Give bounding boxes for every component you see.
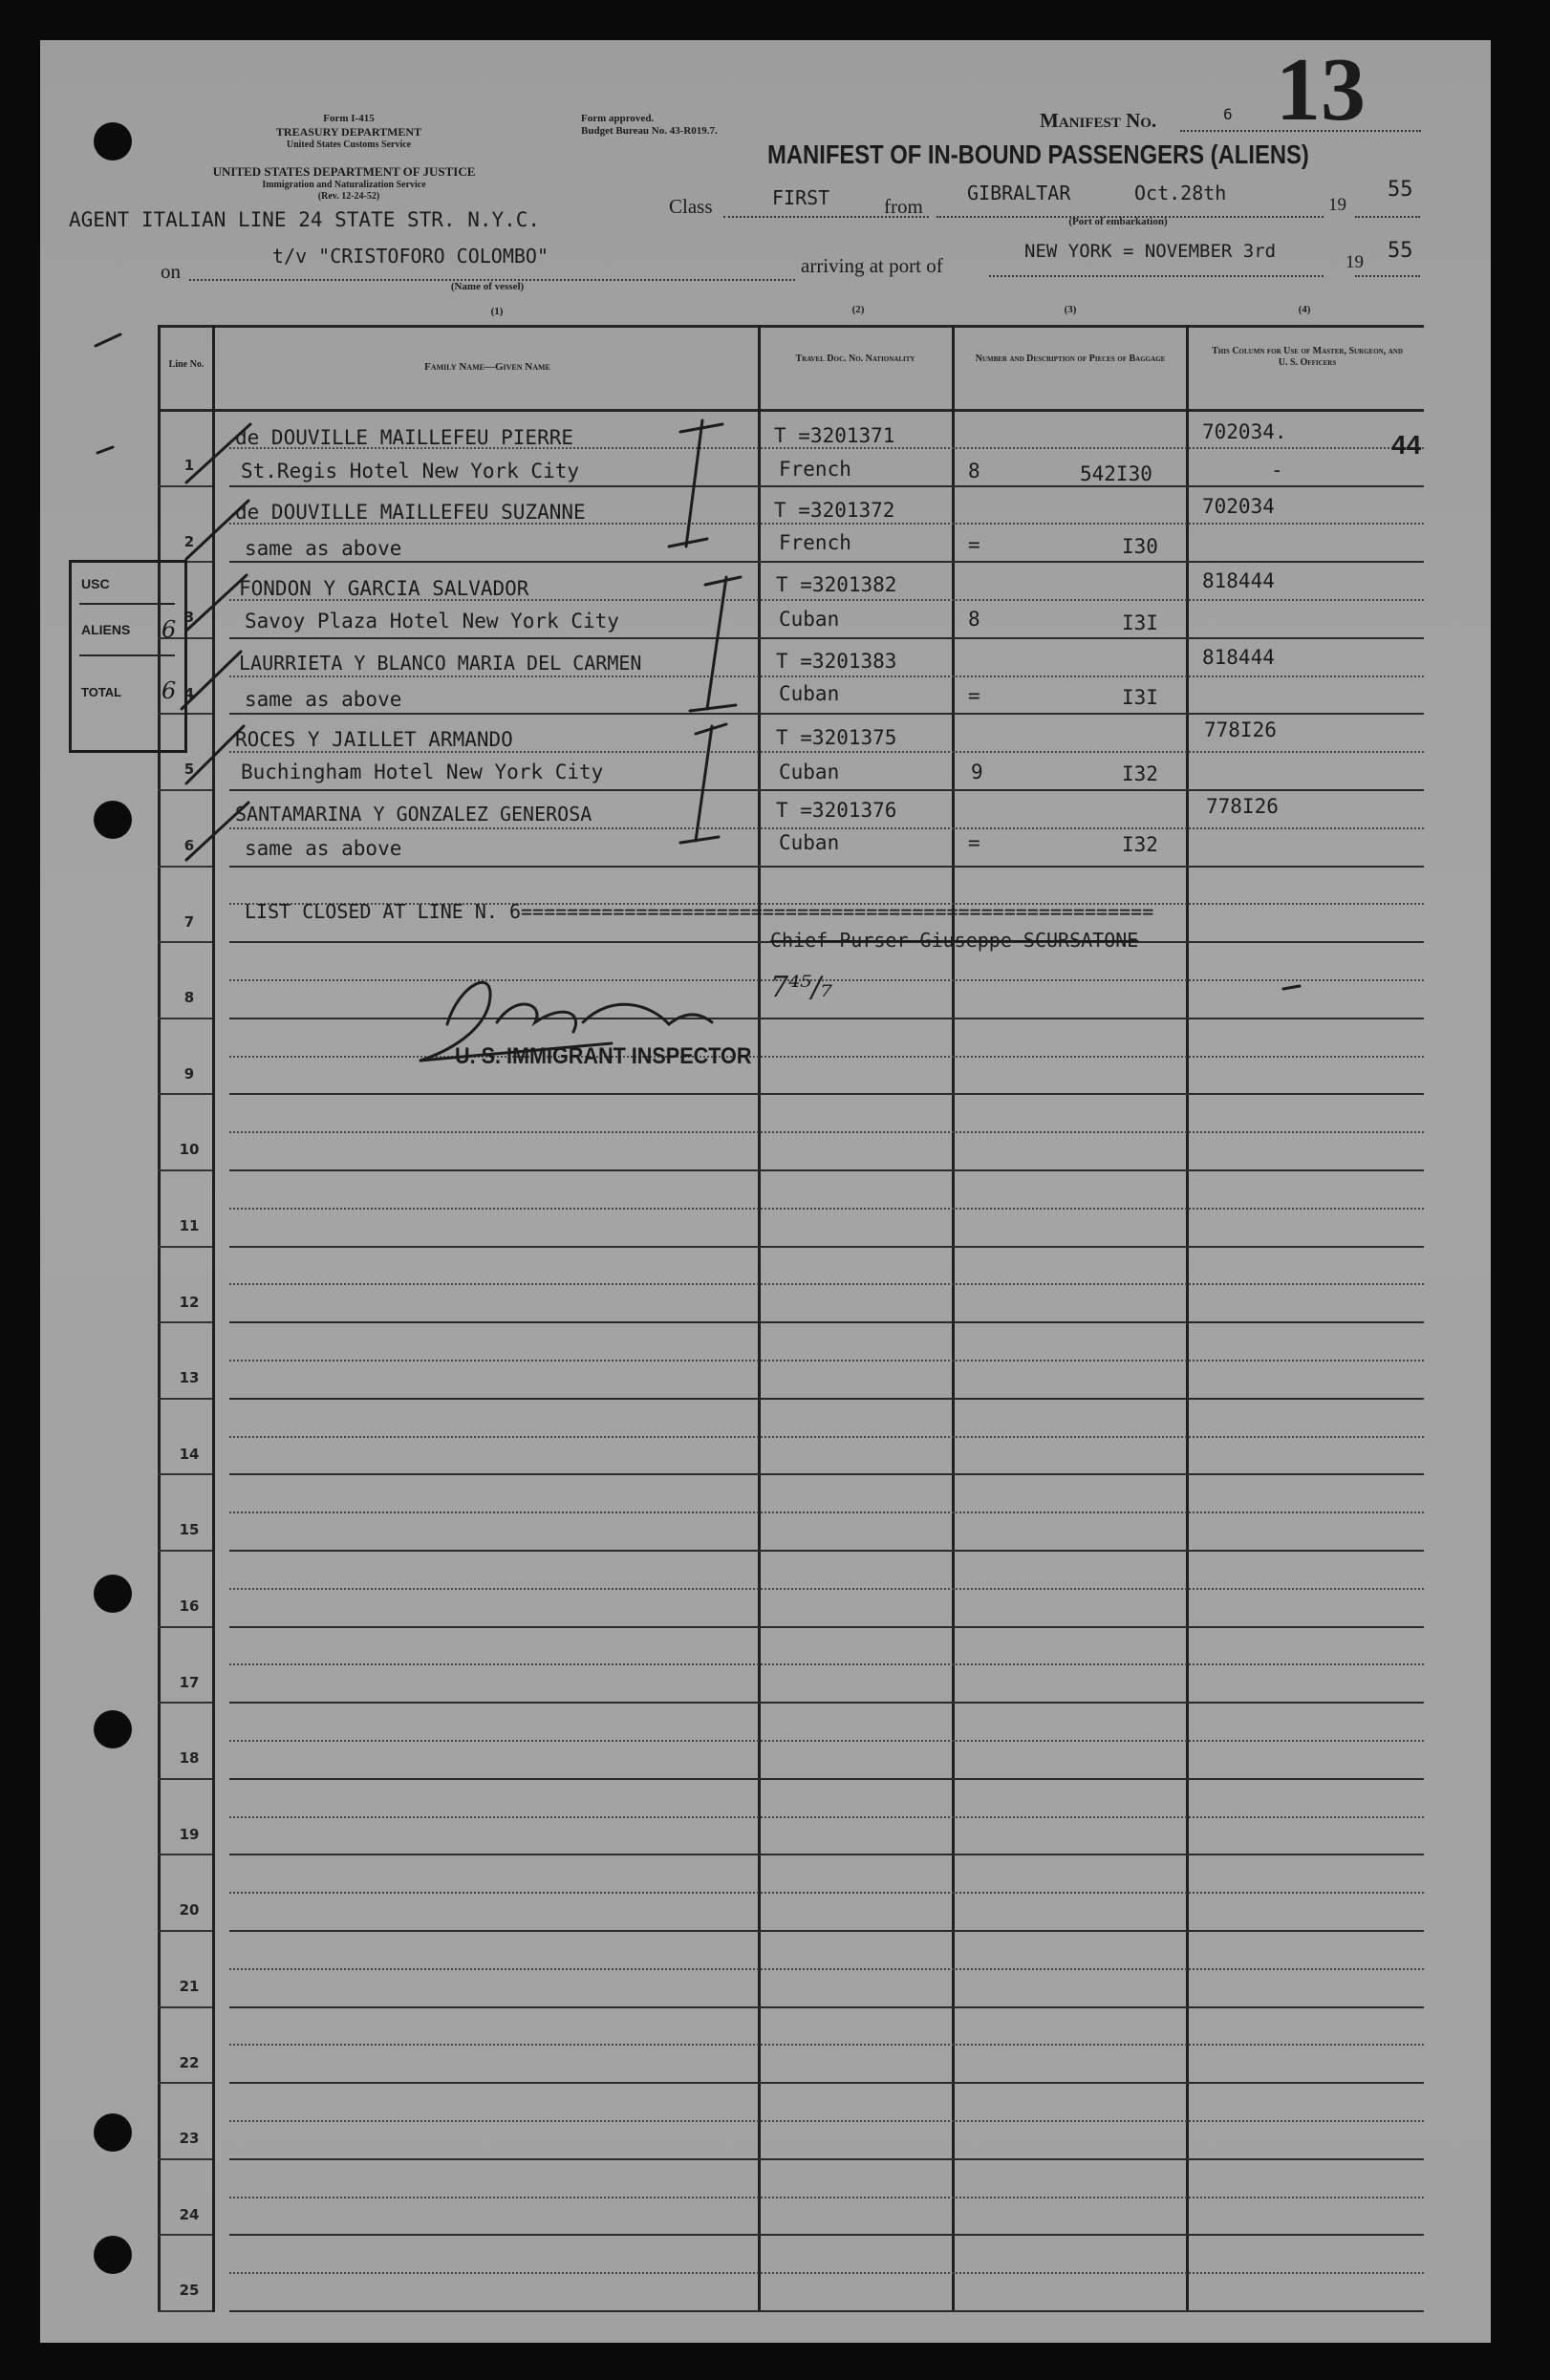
nationality: Cuban <box>779 831 840 854</box>
inspector-note: 7⁴⁵/₇ <box>770 971 833 1004</box>
baggage-description: I30 <box>1122 535 1158 558</box>
line-number: 22 <box>179 2054 200 2071</box>
year-value: 55 <box>1388 178 1413 202</box>
travel-doc: T =3201375 <box>776 726 897 749</box>
usc-label: USC <box>81 576 110 591</box>
port-of-embarkation-caption: (Port of embarkation) <box>1068 216 1168 227</box>
passenger-name: de DOUVILLE MAILLEFEU SUZANNE <box>235 501 586 524</box>
baggage-pieces: 9 <box>971 761 983 783</box>
nationality: French <box>779 458 851 481</box>
total-value: 6 <box>161 677 177 704</box>
arriving-label: arriving at port of <box>801 254 943 277</box>
arriving-value: NEW YORK = NOVEMBER 3rd <box>1024 241 1277 262</box>
list-closed-line: LIST CLOSED AT LINE N. 6======================================================= <box>245 900 1154 923</box>
line-number: 23 <box>179 2130 200 2147</box>
nationality: Cuban <box>779 761 840 783</box>
aliens-divider <box>79 654 175 656</box>
col-num-4: (4) <box>1298 304 1311 315</box>
col-num-1: (1) <box>490 306 504 317</box>
year-prefix-2: 19 <box>1345 252 1364 272</box>
travel-doc: T =3201376 <box>776 799 897 822</box>
officer-entry: 702034. <box>1202 420 1287 443</box>
vessel-name: t/v "CRISTOFORO COLOMBO" <box>272 245 549 268</box>
manifest-number: 13 <box>1276 40 1366 139</box>
line-number: 16 <box>179 1597 200 1615</box>
line-number: 12 <box>179 1294 200 1311</box>
budget-bureau: Budget Bureau No. 43-R019.7. <box>581 125 718 137</box>
from-label: from <box>884 195 923 218</box>
officer-entry: 778I26 <box>1204 718 1277 741</box>
baggage-description: I32 <box>1122 762 1158 785</box>
passenger-address: Buchingham Hotel New York City <box>241 761 604 783</box>
baggage-pieces: = <box>968 831 980 854</box>
line-number: 9 <box>183 1065 195 1083</box>
justice-department: UNITED STATES DEPARTMENT OF JUSTICE <box>212 164 476 179</box>
line-number: 14 <box>179 1446 200 1463</box>
customs-service: United States Customs Service <box>286 139 412 150</box>
passenger-name: LAURRIETA Y BLANCO MARIA DEL CARMEN <box>239 652 642 675</box>
travel-doc: T =3201372 <box>774 499 895 522</box>
revision: (Rev. 12-24-52) <box>317 191 380 202</box>
total-label: TOTAL <box>81 685 122 699</box>
col-header-baggage: Number and Description of Pieces of Baggage <box>975 354 1166 364</box>
officer-entry-2: - <box>1271 459 1283 482</box>
baggage-description: I3I <box>1122 611 1158 634</box>
from-date: Oct.28th <box>1134 182 1227 204</box>
line-number: 21 <box>179 1978 200 1995</box>
from-value: GIBRALTAR <box>967 182 1071 204</box>
baggage-pieces: = <box>968 533 980 556</box>
baggage-pieces: 8 <box>968 460 980 482</box>
col-header-name: Family Name—Given Name <box>424 361 550 373</box>
line-number: 6 <box>183 837 195 854</box>
nationality: Cuban <box>779 682 840 705</box>
agent-line: AGENT ITALIAN LINE 24 STATE STR. N.Y.C. <box>69 208 541 231</box>
officer-entry: 778I26 <box>1206 795 1279 818</box>
line-number: 1 <box>183 457 195 474</box>
manifest-small-number: 6 <box>1223 105 1233 123</box>
line-number: 15 <box>179 1521 200 1538</box>
year-value-2: 55 <box>1388 239 1413 263</box>
usc-divider <box>79 603 175 605</box>
nationality: Cuban <box>779 608 840 631</box>
margin-note: 44 <box>1391 430 1422 460</box>
line-number: 20 <box>179 1901 200 1919</box>
baggage-pieces: 8 <box>968 608 980 631</box>
passenger-name: FONDON Y GARCIA SALVADOR <box>239 577 529 600</box>
year-prefix: 19 <box>1328 195 1346 215</box>
tally-box <box>69 560 187 753</box>
baggage-description: 542I30 <box>1080 462 1152 485</box>
passenger-name: SANTAMARINA Y GONZALEZ GENEROSA <box>235 803 592 825</box>
officer-entry: 818444 <box>1202 646 1275 669</box>
form-number: Form I-415 <box>323 113 375 124</box>
travel-doc: T =3201382 <box>776 573 897 596</box>
line-number: 2 <box>183 533 195 550</box>
baggage-description: I3I <box>1122 686 1158 709</box>
line-number: 18 <box>179 1749 200 1767</box>
baggage-description: I32 <box>1122 833 1158 856</box>
passenger-address: same as above <box>245 837 402 860</box>
travel-doc: T =3201383 <box>776 650 897 673</box>
inspector-label: U. S. IMMIGRANT INSPECTOR <box>455 1043 752 1069</box>
passenger-address: St.Regis Hotel New York City <box>241 460 580 482</box>
line-number: 8 <box>183 989 195 1006</box>
line-number: 7 <box>183 913 195 931</box>
treasury-department: TREASURY DEPARTMENT <box>275 125 422 139</box>
passenger-name: de DOUVILLE MAILLEFEU PIERRE <box>235 426 574 449</box>
officer-entry: 818444 <box>1202 569 1275 592</box>
vessel-caption: (Name of vessel) <box>450 281 525 292</box>
passenger-address: Savoy Plaza Hotel New York City <box>245 610 619 633</box>
line-number: 13 <box>179 1369 200 1386</box>
line-number: 4 <box>183 685 195 702</box>
passenger-address: same as above <box>245 688 402 711</box>
officer-entry: 702034 <box>1202 495 1275 518</box>
passenger-address: same as above <box>245 537 402 560</box>
baggage-pieces: = <box>968 684 980 707</box>
ins-service: Immigration and Naturalization Service <box>262 180 426 190</box>
col-header-line-no: Line No. <box>168 359 205 370</box>
col-num-3: (3) <box>1064 304 1077 315</box>
line-number: 5 <box>183 761 195 778</box>
page-title: MANIFEST OF IN-BOUND PASSENGERS (ALIENS) <box>767 139 1309 169</box>
line-number: 24 <box>179 2206 200 2223</box>
line-number: 3 <box>183 609 195 626</box>
manifest-no-label: Manifest No. <box>1040 109 1157 132</box>
line-number: 10 <box>179 1141 200 1158</box>
col-num-2: (2) <box>851 304 865 315</box>
travel-doc: T =3201371 <box>774 424 895 447</box>
line-number: 11 <box>179 1217 200 1234</box>
passenger-name: ROCES Y JAILLET ARMANDO <box>235 728 513 751</box>
line-number: 25 <box>179 2282 200 2299</box>
line-number: 19 <box>179 1826 200 1843</box>
aliens-label: ALIENS <box>81 622 131 637</box>
col-header-officers: This Column for Use of Master, Surgeon, and U. S. Officers <box>1212 346 1403 368</box>
class-value: FIRST <box>772 186 830 209</box>
aliens-value: 6 <box>161 616 177 643</box>
nationality: French <box>779 531 851 554</box>
line-number: 17 <box>179 1674 200 1691</box>
on-label: on <box>161 260 181 283</box>
col-header-travel-doc: Travel Doc. No. Nationality <box>795 354 915 364</box>
chief-purser: Chief Purser Giuseppe SCURSATONE <box>770 929 1139 952</box>
class-label: Class <box>669 195 713 218</box>
form-approved: Form approved. <box>581 113 655 124</box>
